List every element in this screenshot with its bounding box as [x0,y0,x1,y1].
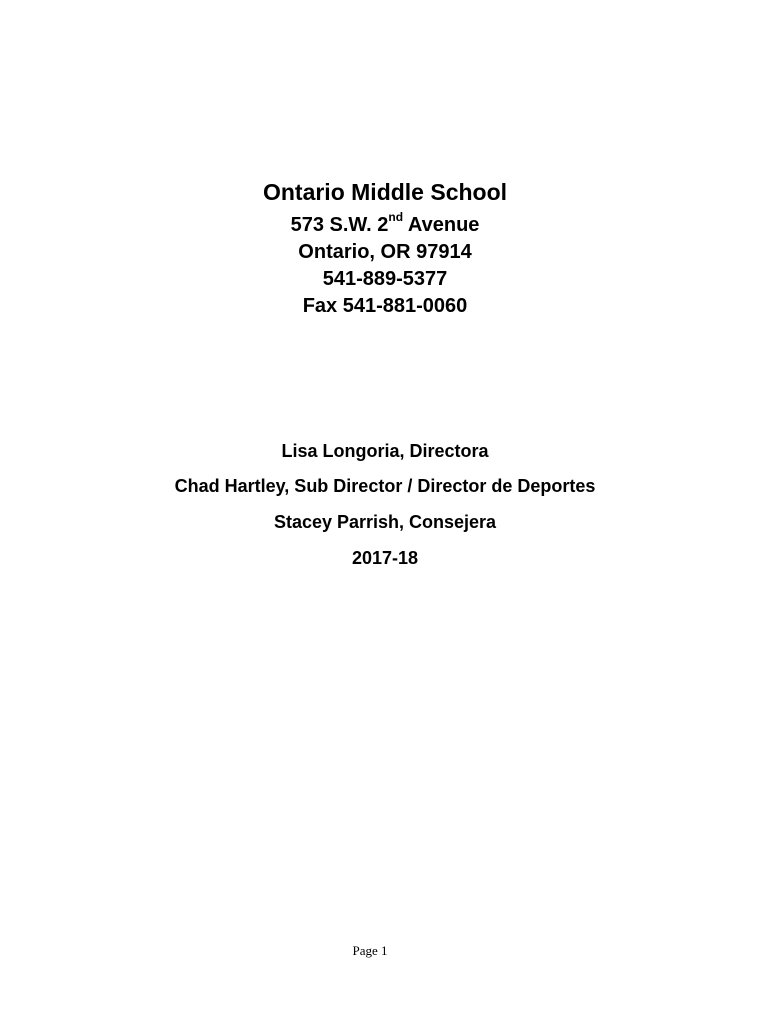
street-name: Avenue [403,214,480,236]
fax-number: Fax 541-881-0060 [302,295,468,317]
page-number: Page 1 [352,943,388,958]
principal-name: Lisa Longoria, Directora [281,441,489,461]
school-name: Ontario Middle School [262,179,508,205]
city-state-zip: Ontario, OR 97914 [298,241,472,263]
vice-principal-name: Chad Hartley, Sub Director / Director de Deportes [174,476,596,496]
street-address [0,212,770,238]
street-number: 573 S.W. 2 [290,214,389,236]
counselor-name: Stacey Parrish, Consejera [273,512,497,532]
school-year: 2017-18 [351,548,419,568]
street-ordinal-suffix: nd [388,210,404,225]
phone-number: 541-889-5377 [322,268,448,290]
